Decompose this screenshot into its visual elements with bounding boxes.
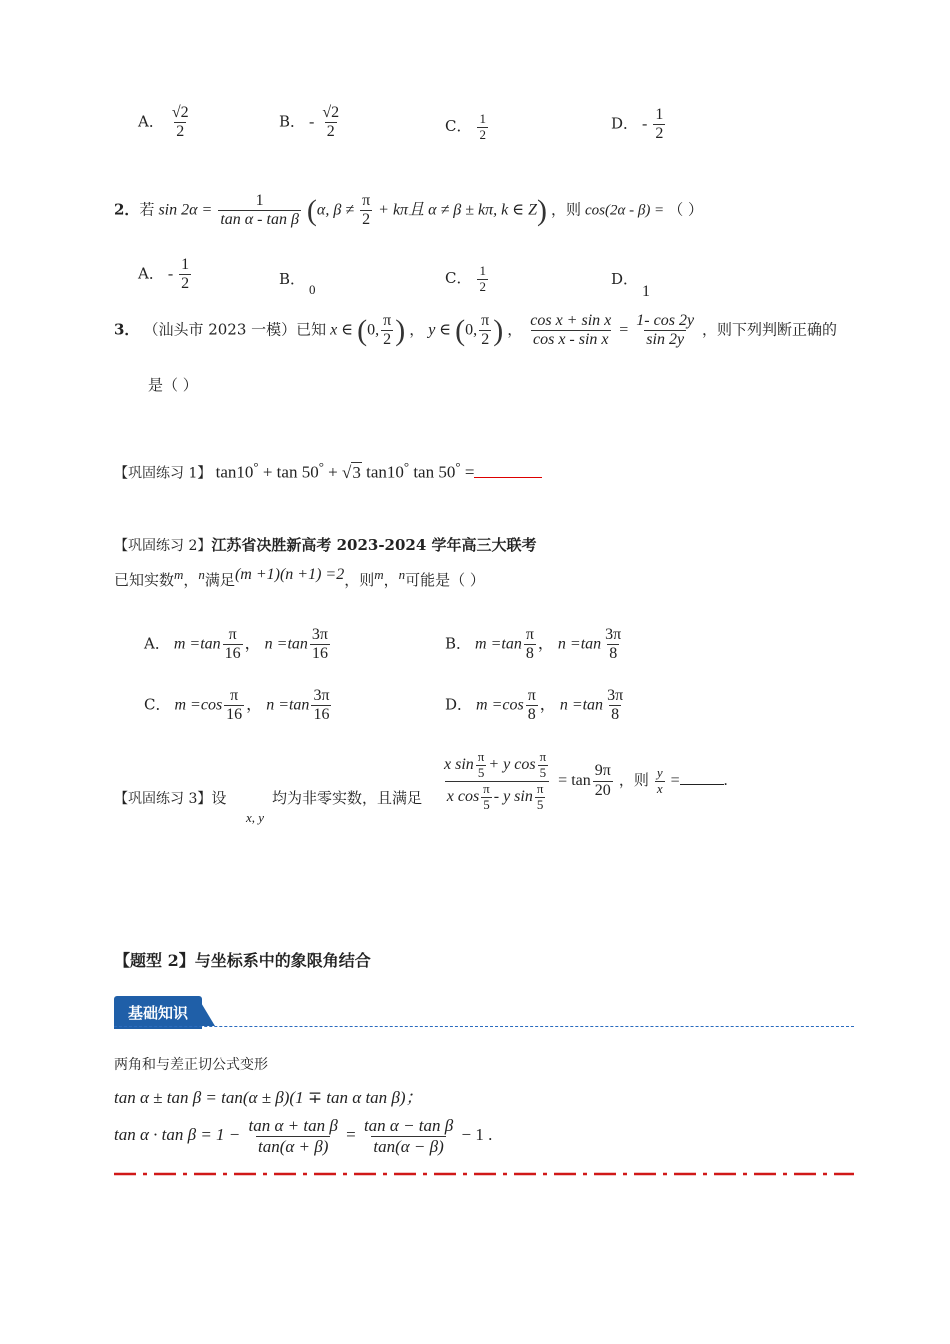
option-label: C． (445, 269, 472, 288)
left-paren: ( (357, 313, 368, 347)
term: + y cos (488, 756, 536, 774)
mid-text: 均为非零实数，且满足 (272, 789, 423, 807)
denominator: 8 (525, 645, 534, 663)
numerator: 1 (255, 192, 264, 209)
practice-title: 江苏省决胜新高考 2023-2024 学年高三大联考 (211, 536, 537, 554)
equals: = (619, 321, 629, 339)
denominator: x (656, 780, 663, 796)
option-label: C． (445, 117, 472, 136)
expr-part: + (328, 462, 338, 482)
fraction (224, 687, 244, 725)
p2-option-d: D． m =cos $\frac{\pi}{8}$ ， n =tan $\frac{3\pi}{8}$ (445, 687, 624, 724)
denominator: tan(α + β) (257, 1136, 329, 1156)
x-membership: x ∈ (330, 321, 354, 339)
denominator (445, 781, 550, 813)
question-tail: ，则下列判断正确的 (702, 320, 838, 339)
numerator: π (477, 749, 485, 764)
fraction (476, 750, 487, 781)
numerator: y (656, 764, 663, 780)
formula-2 (114, 1116, 492, 1156)
denominator: cos x - sin x (532, 331, 609, 349)
right-paren: ) (493, 313, 504, 347)
option-label: C． (144, 695, 171, 714)
numerator: 1 (655, 106, 664, 123)
denominator: tan(α − β) (373, 1136, 444, 1156)
n-expr: n =tan (559, 696, 604, 714)
fraction (653, 106, 665, 144)
denominator: 16 (224, 645, 241, 663)
denominator: 2 (655, 125, 664, 143)
answer-bracket: （ ） (668, 200, 703, 219)
period: . (723, 772, 728, 790)
option-label: D． (611, 270, 639, 288)
denominator: 8 (609, 645, 618, 663)
knowledge-badge-wrap (114, 996, 202, 1029)
y-membership: y ∈ (428, 321, 452, 339)
numerator: π (527, 687, 536, 704)
numerator: π (539, 749, 547, 764)
stem-text: 满足 (204, 571, 235, 589)
dashed-divider (114, 1026, 854, 1027)
denominator: 5 (539, 764, 547, 780)
denominator: 2 (176, 123, 185, 141)
left-paren: ( (455, 313, 466, 347)
option-label: D． (611, 114, 639, 133)
n-expr: n =tan (266, 696, 310, 714)
then-text: ，则 (618, 771, 649, 790)
ratio-fraction (655, 766, 665, 797)
option-label: D． (445, 695, 473, 714)
fraction (477, 112, 488, 143)
numerator: 1 (181, 256, 190, 273)
red-dashdot-divider (114, 1170, 854, 1178)
numerator: 1- cos 2y (636, 312, 695, 329)
fraction (593, 762, 613, 800)
denominator: 16 (226, 706, 243, 724)
lead-text: 设 (211, 789, 227, 807)
practice-1 (114, 459, 542, 483)
numerator: cos x + sin x (530, 312, 612, 329)
term: x cos (446, 787, 480, 805)
expr-part: + tan 50 (262, 462, 319, 482)
numerator: √2 (322, 104, 340, 121)
option-label: B． (279, 270, 306, 288)
badge-tail (197, 996, 215, 1026)
fraction (362, 1116, 455, 1156)
vars: x, y (246, 810, 265, 825)
equals: = (464, 462, 475, 482)
fraction (310, 626, 330, 664)
numerator: π (362, 192, 371, 209)
fraction (481, 782, 492, 813)
interval-left: 0, (465, 321, 478, 339)
denominator: 20 (594, 781, 611, 799)
expr-part: tan10 (366, 462, 404, 482)
q2-option-b (279, 268, 316, 297)
denominator: 5 (536, 796, 544, 812)
degree: ° (455, 459, 461, 474)
sign: - (642, 115, 648, 133)
question-number: 3． (114, 320, 140, 339)
question-lead: 若 (139, 200, 155, 219)
target-expression: cos(2α - β) = (584, 202, 665, 219)
fraction (247, 1116, 340, 1156)
fraction (170, 104, 191, 142)
option-value: 0 (309, 282, 316, 297)
answer-blank[interactable] (474, 463, 542, 478)
separator: ， (409, 320, 425, 339)
numerator (442, 750, 552, 781)
numerator: π (383, 312, 392, 329)
fraction (477, 264, 488, 295)
formula-tail: − 1 . (461, 1124, 493, 1144)
interval-left: 0, (367, 321, 380, 339)
numerator: π (228, 626, 237, 643)
numerator: π (481, 312, 490, 329)
numerator: 9π (594, 762, 611, 780)
numerator: 3π (605, 626, 622, 643)
formula-lhs: tan α · tan β = 1 − (114, 1124, 241, 1144)
fraction (634, 312, 696, 350)
condition-rest: + kπ且 α ≠ β ± kπ, k ∈ Z (378, 201, 537, 219)
sqrt: √3 (342, 462, 361, 482)
stem-text: 已知实数 (114, 571, 175, 589)
n-expr: n =tan (557, 635, 602, 653)
fraction (381, 312, 393, 350)
q2-option-c (445, 264, 490, 295)
denominator: 5 (477, 764, 485, 780)
equation: (m +1)(n +1) =2 (234, 566, 345, 583)
numerator: 3π (607, 687, 624, 704)
fraction (528, 312, 613, 350)
m-expr: m =tan (475, 635, 522, 653)
q1-option-b (279, 104, 343, 142)
denominator: 2 (479, 126, 486, 142)
fraction (223, 626, 243, 664)
answer-blank[interactable] (680, 774, 724, 785)
var-n: n (398, 567, 406, 582)
stem-text: ，则 (344, 571, 375, 589)
fraction (179, 256, 191, 294)
option-label: A． (144, 634, 170, 653)
comma: ， (383, 571, 399, 589)
denominator: 8 (611, 706, 620, 724)
numerator: π (525, 626, 534, 643)
equation-lhs: sin 2α = (158, 201, 213, 219)
m-expr: m =tan (173, 635, 221, 653)
practice-3 (114, 787, 226, 808)
degree: ° (403, 459, 410, 474)
equals: = (670, 772, 680, 790)
denominator: 2 (362, 211, 371, 229)
denominator: 2 (481, 331, 490, 349)
fraction (360, 192, 372, 230)
n-expr: n =tan (264, 635, 308, 653)
right-paren: ) (395, 313, 406, 347)
numerator: 3π (311, 626, 328, 643)
knowledge-badge: 基础知识 (114, 996, 202, 1029)
m-expr: m =cos (476, 696, 524, 714)
denominator: 2 (479, 278, 486, 294)
numerator: π (536, 780, 544, 796)
equals-tan: = tan (558, 772, 591, 790)
fraction (479, 312, 491, 350)
denominator: 16 (311, 645, 328, 663)
separator: ， (507, 320, 523, 339)
fraction (605, 687, 625, 725)
question-number: 2． (114, 200, 140, 219)
fraction (311, 687, 331, 725)
term: - y sin (493, 787, 533, 805)
degree: ° (253, 459, 259, 474)
p2-option-c: C． m =cos $\frac{\pi}{16}$ ， n =tan $\frac{3\pi}{16}$ (144, 687, 330, 724)
denominator: 2 (181, 275, 190, 293)
sign: - (167, 265, 174, 283)
denominator: 2 (326, 123, 335, 141)
expr-part: tan 50 (413, 462, 456, 482)
practice-2-header (114, 534, 537, 555)
numerator: tan α + tan β (248, 1116, 338, 1135)
practice-3-equation (440, 750, 728, 813)
fraction (603, 626, 623, 664)
right-paren: ) (536, 193, 547, 227)
question-2 (114, 192, 703, 230)
section-title: 【题型 2】与坐标系中的象限角结合 (114, 951, 371, 970)
question-source: （汕头市 2023 一模）已知 (143, 320, 327, 339)
expr-part: tan10 (215, 462, 254, 482)
m-expr: m =cos (174, 696, 223, 714)
equals: = (346, 1124, 356, 1144)
numerator: 1 (479, 263, 486, 278)
formula-1: tan α ± tan β = tan(α ± β)(1 ∓ tan α tan β)； (114, 1088, 423, 1107)
numerator: 3π (313, 687, 330, 704)
then-text: ，则 (550, 200, 581, 219)
numerator: tan α − tan β (363, 1116, 454, 1135)
condition: α, β ≠ (316, 201, 355, 219)
fraction (535, 782, 546, 813)
fraction (526, 687, 538, 725)
var-n: n (198, 567, 205, 582)
stem-text: 可能是（ ） (405, 571, 485, 589)
sign: - (309, 113, 315, 131)
var-m: m (174, 567, 184, 582)
denominator: 16 (313, 706, 330, 724)
fraction (524, 626, 536, 664)
denominator: 2 (383, 331, 392, 349)
option-label: B． (445, 634, 472, 653)
formula-subtitle: 两角和与差正切公式变形 (114, 1057, 268, 1073)
option-label: A． (138, 112, 164, 131)
denominator: tan α - tan β (220, 211, 299, 229)
practice-label: 【巩固练习 2】 (114, 538, 212, 554)
numerator: √2 (171, 104, 189, 121)
q1-option-c (445, 112, 490, 143)
fraction (538, 750, 549, 781)
question-tail-2: 是（ ） (148, 376, 198, 394)
degree: ° (318, 459, 324, 474)
practice-label: 【巩固练习 1】 (114, 465, 212, 482)
radicand: 3 (352, 462, 361, 482)
comma: ， (183, 571, 199, 589)
denominator: 5 (483, 796, 490, 812)
fraction (320, 104, 341, 142)
denominator: sin 2y (646, 331, 685, 349)
option-value: 1 (642, 283, 651, 300)
numerator: 1 (479, 111, 486, 126)
numerator: π (230, 687, 239, 704)
question-3 (114, 312, 837, 350)
p2-option-a: A． m =tan $\frac{\pi}{16}$ ， n =tan $\frac{3\pi}{16}$ (144, 626, 328, 663)
option-label: A． (138, 264, 164, 283)
var-m: m (374, 567, 384, 582)
p2-option-b: B． m =tan $\frac{\pi}{8}$ ， n =tan $\frac{3\pi}{8}$ (445, 626, 622, 663)
q2-option-d (611, 268, 651, 300)
practice-2-stem (114, 566, 485, 590)
q2-option-a (138, 256, 193, 294)
q1-option-a (138, 104, 193, 142)
numerator: π (483, 780, 490, 796)
big-fraction (442, 750, 552, 813)
fraction (218, 192, 301, 230)
left-paren: ( (306, 193, 317, 227)
q1-option-d (611, 106, 667, 144)
term: x sin (444, 756, 474, 774)
denominator: 8 (527, 706, 536, 724)
practice-label: 【巩固练习 3】 (114, 791, 212, 807)
option-label: B． (279, 112, 306, 131)
